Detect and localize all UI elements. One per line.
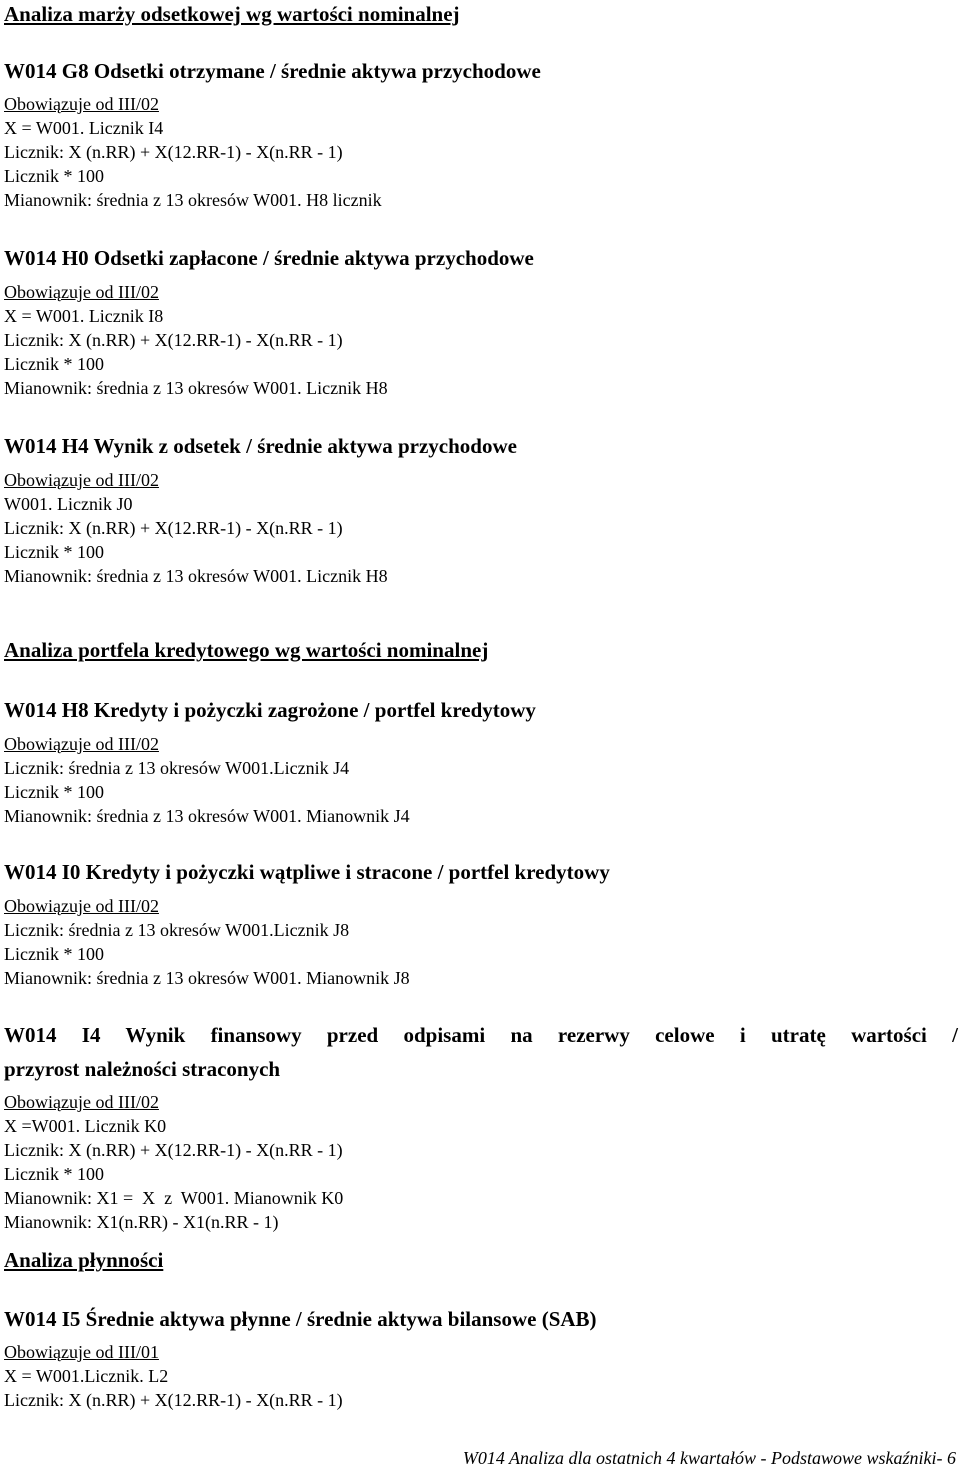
section-title-liquidity: Analiza płynności [4, 1248, 164, 1272]
formula-line: Mianownik: X1(n.RR) - X1(n.RR - 1) [4, 1212, 279, 1232]
formula-line: Licznik * 100 [4, 1164, 104, 1184]
entry-body-g8 [4, 92, 382, 212]
formula-line: Licznik: X (n.RR) + X(12.RR-1) - X(n.RR - 1) [4, 142, 343, 162]
effective-date: Obowiązuje od III/02 [4, 470, 159, 490]
entry-body-h8 [4, 732, 410, 828]
formula-line: X = W001. Licznik I8 [4, 306, 164, 326]
effective-date: Obowiązuje od III/02 [4, 282, 159, 302]
formula-line: Licznik: średnia z 13 okresów W001.Licznik J4 [4, 758, 350, 778]
formula-line: Mianownik: X1 = X z W001. Mianownik K0 [4, 1188, 344, 1208]
formula-line: Licznik * 100 [4, 782, 104, 802]
section-title-margin: Analiza marży odsetkowej wg wartości nominalnej [4, 2, 460, 26]
entry-title-h8: W014 H8 Kredyty i pożyczki zagrożone / portfel kredytowy [4, 698, 536, 722]
formula-line: Licznik * 100 [4, 166, 104, 186]
formula-line: X = W001.Licznik. L2 [4, 1366, 169, 1386]
formula-line: X = W001. Licznik I4 [4, 118, 164, 138]
formula-line: Licznik: X (n.RR) + X(12.RR-1) - X(n.RR - 1) [4, 1390, 343, 1410]
entry-body-h4 [4, 468, 388, 588]
formula-line: Mianownik: średnia z 13 okresów W001. Licznik H8 [4, 566, 388, 586]
entry-title-i0: W014 I0 Kredyty i pożyczki wątpliwe i stracone / portfel kredytowy [4, 860, 610, 884]
formula-line: X =W001. Licznik K0 [4, 1116, 167, 1136]
effective-date: Obowiązuje od III/01 [4, 1342, 159, 1362]
formula-line: Licznik: średnia z 13 okresów W001.Licznik J8 [4, 920, 350, 940]
entry-body-i4 [4, 1090, 343, 1234]
effective-date: Obowiązuje od III/02 [4, 734, 159, 754]
formula-line: Mianownik: średnia z 13 okresów W001. H8 licznik [4, 190, 382, 210]
formula-line: Licznik: X (n.RR) + X(12.RR-1) - X(n.RR - 1) [4, 518, 343, 538]
effective-date: Obowiązuje od III/02 [4, 896, 159, 916]
entry-body-h0 [4, 280, 388, 400]
formula-line: Mianownik: średnia z 13 okresów W001. Mianownik J8 [4, 968, 410, 988]
entry-body-i0 [4, 894, 410, 990]
formula-line: Licznik * 100 [4, 542, 104, 562]
entry-title-i4-continued: przyrost należności straconych [4, 1057, 281, 1081]
page-footer: W014 Analiza dla ostatnich 4 kwartałów - Podstawowe wskaźniki- 6 [462, 1448, 956, 1468]
entry-title-i5: W014 I5 Średnie aktywa płynne / średnie aktywa bilansowe (SAB) [4, 1307, 597, 1331]
formula-line: Licznik: X (n.RR) + X(12.RR-1) - X(n.RR - 1) [4, 330, 343, 350]
effective-date: Obowiązuje od III/02 [4, 1092, 159, 1112]
entry-title-i4: W014 I4 Wynik finansowy przed odpisami na rezerwy celowe i utratę wartości / [4, 1023, 958, 1047]
formula-line: Mianownik: średnia z 13 okresów W001. Mianownik J4 [4, 806, 410, 826]
entry-title-h0: W014 H0 Odsetki zapłacone / średnie aktywa przychodowe [4, 246, 534, 270]
entry-title-g8: W014 G8 Odsetki otrzymane / średnie aktywa przychodowe [4, 59, 541, 83]
entry-body-i5 [4, 1340, 343, 1412]
formula-line: Mianownik: średnia z 13 okresów W001. Licznik H8 [4, 378, 388, 398]
effective-date: Obowiązuje od III/02 [4, 94, 159, 114]
formula-line: Licznik: X (n.RR) + X(12.RR-1) - X(n.RR - 1) [4, 1140, 343, 1160]
entry-title-h4: W014 H4 Wynik z odsetek / średnie aktywa przychodowe [4, 434, 517, 458]
formula-line: W001. Licznik J0 [4, 494, 133, 514]
formula-line: Licznik * 100 [4, 944, 104, 964]
formula-line: Licznik * 100 [4, 354, 104, 374]
section-title-credit: Analiza portfela kredytowego wg wartości nominalnej [4, 638, 489, 662]
